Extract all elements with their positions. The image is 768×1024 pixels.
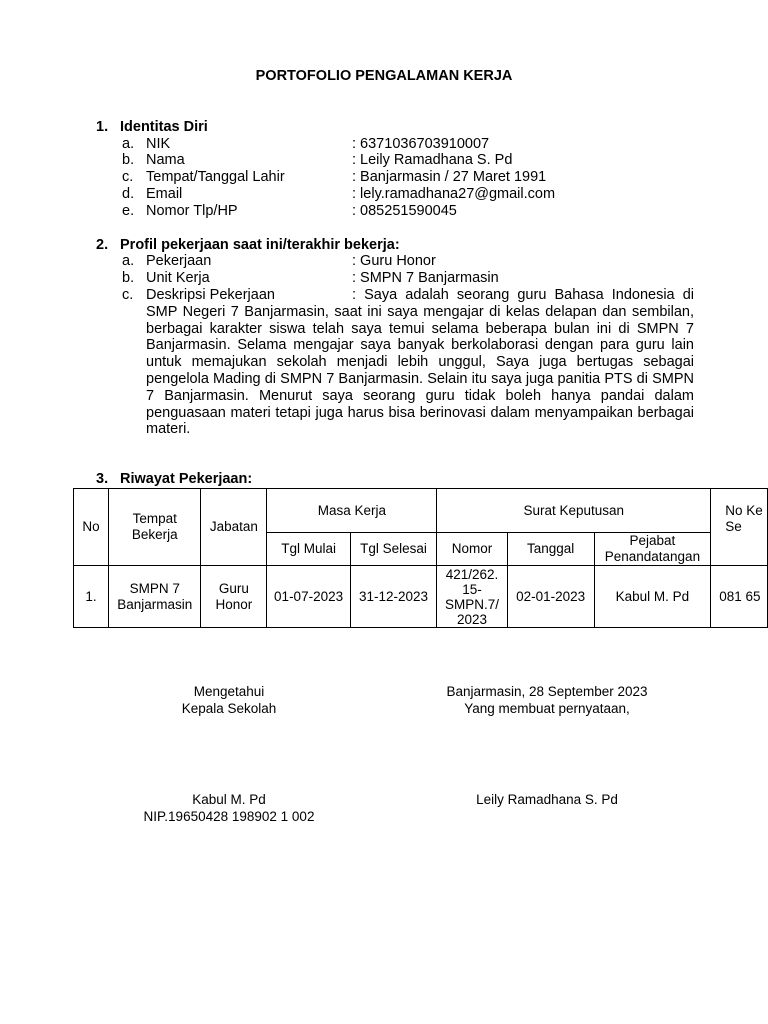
- row-letter: a.: [122, 136, 135, 152]
- signature-left-name: Kabul M. Pd: [192, 792, 266, 807]
- row-label: Deskripsi Pekerjaan: [146, 287, 275, 303]
- header-masa-kerja: Masa Kerja: [267, 489, 437, 533]
- section-number: 2.: [96, 237, 109, 253]
- section-identitas-heading: [96, 119, 208, 135]
- cell-tanggal: 02-01-2023: [507, 566, 594, 628]
- header-pejabat: Pejabat Penandatangan: [594, 533, 711, 566]
- work-history-table: [73, 488, 768, 628]
- row-label: Pekerjaan: [146, 253, 212, 269]
- cell-tgl-selesai: 31-12-2023: [350, 566, 437, 628]
- row-letter: b.: [122, 152, 135, 168]
- row-letter: d.: [122, 186, 135, 202]
- cell-nomor: 421/262. 15- SMPN.7/ 2023: [437, 566, 507, 628]
- row-label: Unit Kerja: [146, 270, 210, 286]
- cell-no-kepala-truncated: 081 65: [711, 566, 768, 628]
- cell-jabatan: Guru Honor: [201, 566, 267, 628]
- header-jabatan: Jabatan: [201, 489, 267, 566]
- signature-left-name-block: [144, 792, 315, 825]
- section-profil-heading: [96, 237, 400, 253]
- row-value: : Leily Ramadhana S. Pd: [352, 152, 513, 168]
- header-no: No: [74, 489, 109, 566]
- row-letter: e.: [122, 203, 135, 219]
- section-title: Identitas Diri: [120, 119, 208, 135]
- document-title: PORTOFOLIO PENGALAMAN KERJA: [255, 68, 513, 84]
- signature-left-block: [182, 684, 277, 717]
- row-value: : Guru Honor: [352, 253, 436, 269]
- row-value: : 085251590045: [352, 203, 457, 219]
- section-title: Profil pekerjaan saat ini/terakhir bekerja:: [120, 237, 400, 253]
- header-no-kepala-truncated: No Ke Se: [711, 489, 768, 566]
- row-value: : 6371036703910007: [352, 136, 490, 152]
- job-description: : Saya adalah seorang guru Bahasa Indonesia di SMP Negeri 7 Banjarmasin, saat ini saya mengajar di kelas delapan dan sembilan, berbagai karakter siswa telah saya temui selama beberapa bulan ini di SMPN 7 Banjarmasin. Selama mengajar saya banyak berkolaborasi dengan para guru lain untuk memajukan sekolah menjadi lebih unggul, Saya juga bertugas sebagai pengelola Mading di SMPN 7 Banjarmasin. Selain itu saya juga panitia PTS di SMPN 7 Banjarmasin. Menurut saya seorang guru tidak boleh hanya pandai dalam penguasaan materi tetapi juga harus bisa berinovasi dalam menyampaikan berbagai materi.: [146, 287, 694, 438]
- signature-right-line2: Yang membuat pernyataan,: [464, 700, 630, 716]
- row-value: : SMPN 7 Banjarmasin: [352, 270, 499, 286]
- row-value: : Banjarmasin / 27 Maret 1991: [352, 169, 547, 185]
- signature-left-line2: Kepala Sekolah: [181, 700, 277, 716]
- row-letter: b.: [122, 270, 135, 286]
- header-tgl-mulai: Tgl Mulai: [267, 533, 350, 566]
- row-value: : lely.ramadhana27@gmail.com: [352, 186, 556, 202]
- header-tanggal: Tanggal: [507, 533, 594, 566]
- row-label: NIK: [146, 136, 171, 152]
- table-header-row: [74, 489, 768, 533]
- signature-right-line1: Banjarmasin, 28 September 2023: [446, 684, 648, 699]
- signature-left-nip: NIP.19650428 198902 1 002: [143, 808, 315, 824]
- header-surat-keputusan: Surat Keputusan: [437, 489, 711, 533]
- row-letter: c.: [122, 287, 134, 303]
- cell-no: 1.: [74, 566, 109, 628]
- signature-right-name-block: [476, 792, 618, 809]
- signature-right-name: Leily Ramadhana S. Pd: [476, 792, 618, 807]
- row-label: Tempat/Tanggal Lahir: [146, 169, 285, 185]
- row-label: Nomor Tlp/HP: [146, 203, 238, 219]
- section-riwayat-heading: [96, 471, 252, 487]
- section-title: Riwayat Pekerjaan:: [120, 471, 253, 487]
- row-label: Nama: [146, 152, 185, 168]
- row-letter: c.: [122, 169, 134, 185]
- table-row: [74, 566, 768, 628]
- row-letter: a.: [122, 253, 135, 269]
- section-number: 1.: [96, 119, 109, 135]
- signature-right-block: [446, 684, 647, 717]
- signature-left-line1: Mengetahui: [193, 684, 265, 699]
- header-tempat-bekerja: Tempat Bekerja: [109, 489, 201, 566]
- row-label: Email: [146, 186, 183, 202]
- cell-tempat: SMPN 7 Banjarmasin: [109, 566, 201, 628]
- header-nomor: Nomor: [437, 533, 507, 566]
- header-tgl-selesai: Tgl Selesai: [350, 533, 437, 566]
- cell-tgl-mulai: 01-07-2023: [267, 566, 350, 628]
- section-number: 3.: [96, 471, 109, 487]
- cell-pejabat: Kabul M. Pd: [594, 566, 711, 628]
